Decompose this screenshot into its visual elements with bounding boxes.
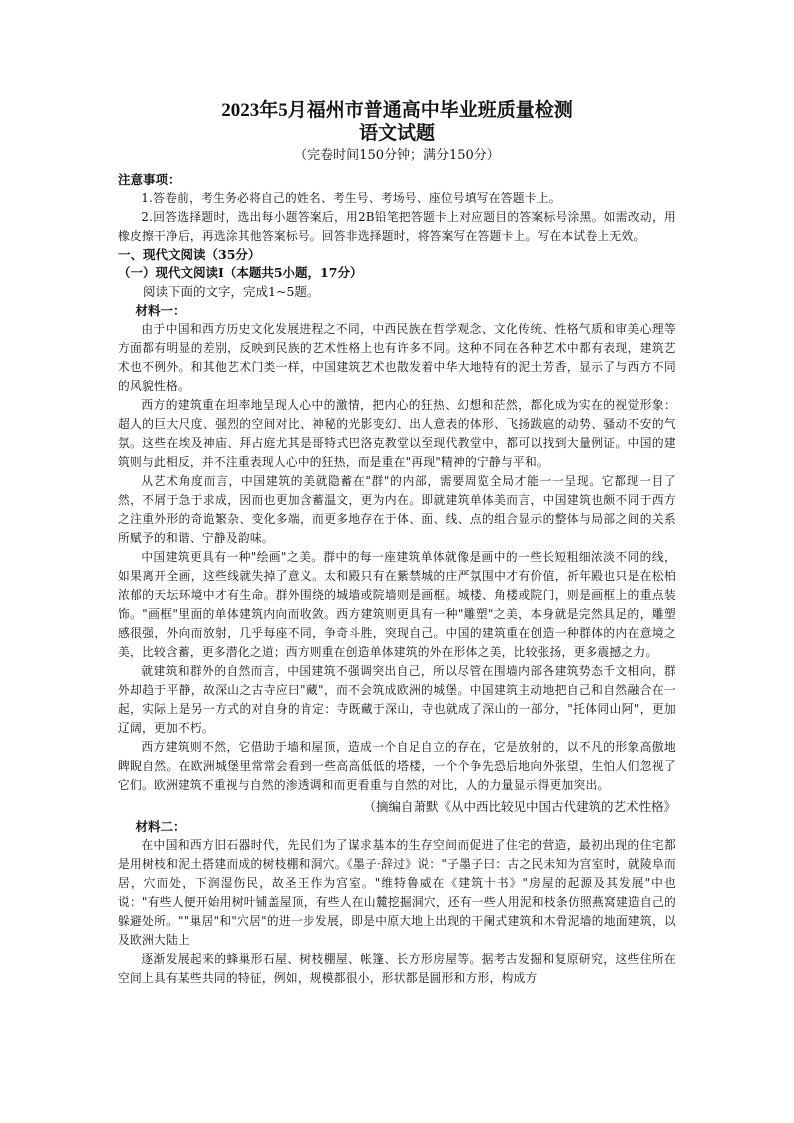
material-2-paragraph: 逐渐发展起来的蜂巢形石屋、树枝棚屋、帐篷、长方形房屋等。据考古发掘和复原研究，这些住所在空间上具有某些共同的特征，例如，规模都很小，形状都是圆形和方形，构成方 [118,952,676,985]
reading-instruction: 阅读下面的文字，完成1~5题。 [143,284,320,299]
material-1-paragraph: 西方建筑则不然，它借助于墙和屋顶，造成一个自足自立的存在，它是放射的，以不凡的形象高傲地睥睨自然。在欧洲城堡里常常会看到一些高高低低的塔楼，一个个争先恐后地向外张望，生怕人们忽视了它们。欧洲建筑不重视与自然的渗透调和而更看重与自然的对比，人的力量显示得更加突出。 [118,740,676,792]
exam-title: 2023年5月福州市普通高中毕业班质量检测 [221,100,573,121]
notice-item-2: 2.回答选择题时，选出每小题答案后，用2B铅笔把答题卡上对应题目的答案标号涂黑。如需改动，用橡皮擦干净后，再选涂其他答案标号。回答非选择题时，将答案写在答题卡上。写在本试卷上无效。 [118,210,676,243]
material-1-source: （摘编自萧默《从中西比较见中国古代建筑的艺术性格》 [363,799,676,814]
material-1-paragraph: 由于中国和西方历史文化发展进程之不同，中西民族在哲学观念、文化传统、性格气质和审美心理等方面都有明显的差别，反映到民族的艺术性格上也有许多不同。这种不同在各种艺术中都有表现，建筑艺术也不例外。和其他艺术门类一样，中国建筑艺术也散发着中华大地特有的泥土芳香，显示了与西方不同的风貌性格。 [118,322,676,393]
notice-item-1: 1.答卷前，考生务必将自己的姓名、考生号、考场号、座位号填写在答题卡上。 [141,191,561,205]
material-2-label: 材料二： [135,819,186,834]
material-1-label: 材料一： [135,303,186,318]
section-title: 一、现代文阅读（35分） [118,247,261,262]
notice-heading: 注意事项： [118,172,181,187]
material-2-paragraph: 在中国和西方旧石器时代，先民们为了谋求基本的生存空间而促进了住宅的营造，最初出现的住宅都是用树枝和泥土搭建而成的树枝棚和洞穴。《墨子·辞过》说："子墨子曰：古之民未知为宫室时，就陵阜而居，穴而处，下润湿伤民，故圣王作为宫室。"维特鲁威在《建筑十书》"房屋的起源及其发展"中也说："有些人便开始用树叶铺盖屋顶，有些人在山麓挖掘洞穴，还有一些人用泥和枝条仿照燕窝建造自己的躲避处所。""巢居"和"穴居"的进一步发展，即是中原大地上出现的干阑式建筑和木骨泥墙的地面建筑，以及欧洲大陆上 [118,838,676,947]
material-1-paragraph: 从艺术角度而言，中国建筑的美就隐蓄在"群"的内部，需要周览全局才能一一呈现。它都现一目了然，不屑于急于求成，因而也更加含蓄温文，更为内在。即就建筑单体美而言，中国建筑也颇不同于西方之注重外形的奇诡繁杂、变化多端，而更多地存在于体、面、线、点的组合显示的整体与局部之间的关系所赋予的和谐、宁静及韵味。 [118,474,676,545]
part-title: （一）现代文阅读Ⅰ（本题共5小题，17分） [118,265,363,280]
material-1-paragraph: 西方的建筑重在坦率地呈现人心中的激情，把内心的狂热、幻想和茫然，都化成为实在的视觉形象：超人的巨大尺度、强烈的空间对比、神秘的光影变幻、出人意表的体形、飞扬跋扈的动势、骚动不安的气氛。这些在埃及神庙、拜占庭尤其是哥特式巴洛克教堂以至现代教堂中，都可以找到大量例证。中国的建筑则与此相反，并不注重表现人心中的狂热，而是重在"再现"精神的宁静与平和。 [118,398,676,469]
material-1-paragraph: 中国建筑更具有一种"绘画"之美。群中的每一座建筑单体就像是画中的一些长短粗细浓淡不同的线，如果离开全画，这些线就失掉了意义。太和殿只有在紫禁城的庄严氛围中才有价值，祈年殿也只是在松柏浓郁的天坛环境中才有生命。群外围绕的城墙或院墙则是画框。城楼、角楼或院门，则是画框上的重点装饰。"画框"里面的单体建筑内向而收敛。西方建筑则更具有一种"雕塑"之美，本身就是完然具足的，雕塑感很强，外向而放射，几乎每座不同，争奇斗胜，突现自己。中国的建筑重在创造一种群体的内在意境之美，比较含蓄，更多潜化之道；西方则重在创造单体建筑的外在形体之美，比较张扬，更多震撼之力。 [118,550,676,659]
exam-subject: 语文试题 [358,123,435,144]
exam-time-note: （完卷时间150分钟；满分150分） [294,148,500,163]
material-1-paragraph: 就建筑和群外的自然而言，中国建筑不强调突出自己，所以尽管在围墙内部各建筑势态千文相向，群外却趋于平静，故深山之古寺应曰"藏"，而不会筑成欧洲的城堡。中国建筑主动地把自己和自然融合在一起，实际上是另一方式的对自身的肯定：寺既藏于深山，寺也就成了深山的一部分，"托体同山阿"，更加辽阔，更加不朽。 [118,664,676,735]
